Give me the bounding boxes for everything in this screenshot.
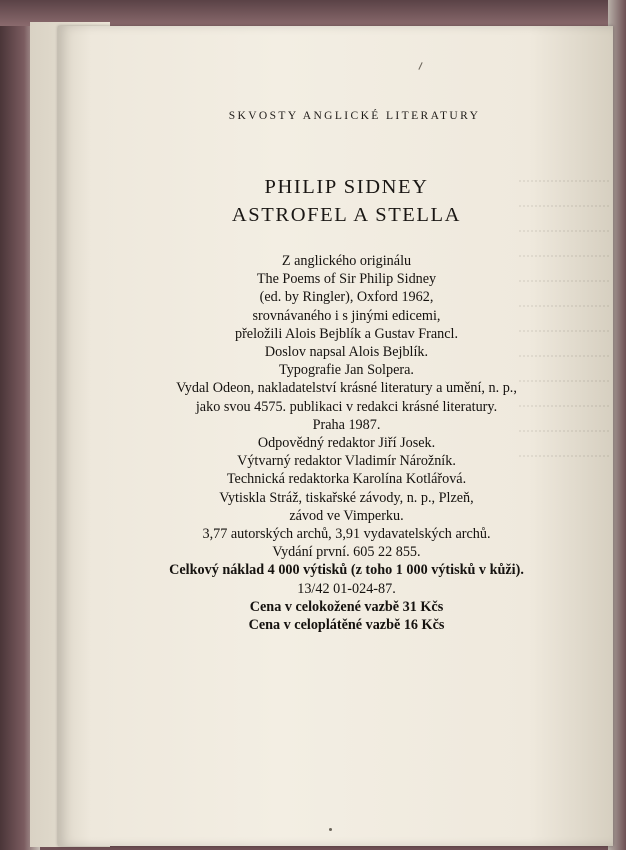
book-page — [58, 26, 613, 846]
colophon-line: přeložili Alois Bejblík a Gustav Francl. — [234, 325, 459, 342]
colophon-line: Odpovědný redaktor Jiří Josek. — [257, 435, 436, 452]
colophon-line: 3,77 autorských archů, 3,91 vydavatelských archů. — [202, 526, 491, 543]
colophon-line: 13/42 01-024-87. — [297, 580, 396, 597]
colophon-line: The Poems of Sir Philip Sidney — [256, 271, 437, 288]
author-name: PHILIP SIDNEY — [264, 176, 429, 198]
colophon — [58, 252, 613, 634]
book-title: ASTROFEL A STELLA — [231, 204, 462, 226]
colophon-line: Z anglického originálu — [281, 253, 412, 269]
colophon-line: Vydání první. 605 22 855. — [272, 544, 421, 561]
colophon-line: (ed. by Ringler), Oxford 1962, — [259, 289, 434, 306]
colophon-line: Vydal Odeon, nakladatelství krásné literatury a umění, n. p., — [176, 380, 517, 397]
colophon-line: Praha 1987. — [312, 416, 381, 433]
price-cloth: Cena v celoplátěné vazbě 16 Kčs — [248, 617, 445, 634]
colophon-line: Technická redaktorka Karolína Kotlářová. — [226, 471, 467, 488]
colophon-line: Vytiskla Stráž, tiskařské závody, n. p., Plzeň, — [219, 489, 474, 506]
colophon-line: Celkový náklad 4 000 výtisků (z toho 1 000 výtisků v kůži). — [169, 562, 524, 579]
colophon-line: jako svou 4575. publikaci v redakci krásné literatury. — [195, 398, 498, 415]
pencil-mark — [418, 62, 422, 70]
colophon-line: Typografie Jan Solpera. — [279, 362, 414, 379]
series-title: SKVOSTY ANGLICKÉ LITERATURY — [228, 110, 481, 122]
colophon-line: Doslov napsal Alois Bejblík. — [264, 344, 429, 361]
colophon-line: závod ve Vimperku. — [289, 507, 404, 524]
colophon-line: Výtvarný redaktor Vladimír Nárožník. — [237, 453, 456, 470]
colophon-line: srovnávaného i s jinými edicemi, — [252, 307, 441, 324]
price-leather: Cena v celokožené vazbě 31 Kčs — [249, 598, 444, 615]
page-mark-dot — [329, 828, 332, 831]
